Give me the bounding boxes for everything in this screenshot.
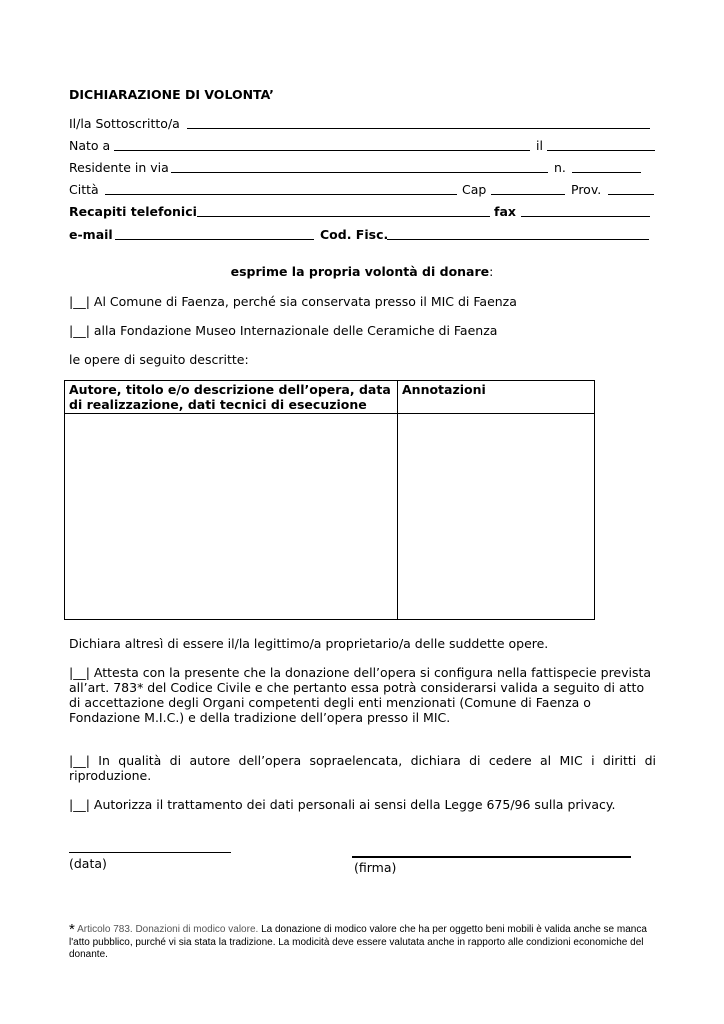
citta-row xyxy=(69,182,655,198)
footnote-article: Articolo 783. Donazioni di modico valore. xyxy=(77,924,259,935)
email-field[interactable] xyxy=(115,239,314,240)
intent-text: esprime la propria volontà di donare xyxy=(230,264,490,279)
sottoscritto-row xyxy=(69,116,655,132)
date-line[interactable] xyxy=(69,852,231,853)
privacy-clause[interactable]: |__| Autorizza il trattamento dei dati personali ai sensi della Legge 675/96 sulla privacy. xyxy=(69,797,616,812)
email-label: e-mail xyxy=(69,227,113,242)
works-intro: le opere di seguito descritte: xyxy=(69,352,249,367)
date-label: (data) xyxy=(69,856,107,871)
cap-field[interactable] xyxy=(491,194,565,195)
attest-clause[interactable]: |__| Attesta con la presente che la donazione dell’opera si configura nella fattispecie prevista all’art. 783* del Codice Civile e che pertanto essa potrà considerarsi valida a seguito di atto di accettazione degli Organi competenti degli enti menzionati (Comune di Faenza o Fondazione M.I.C.) e della tradizione dell’opera presso il MIC. xyxy=(69,665,652,725)
luogo-nascita-field[interactable] xyxy=(114,150,530,151)
il-label: il xyxy=(536,138,543,153)
works-description-cell[interactable] xyxy=(65,414,398,620)
recapiti-row xyxy=(69,204,655,220)
citta-label: Città xyxy=(69,182,99,197)
footnote-text: La donazione di modico valore che ha per oggetto beni mobili è valida anche se manca l'atto pubblico, purché vi sia stata la tradizione. La modicità deve essere valutata anche in rapporto alle condizioni economiche del donante. xyxy=(69,924,647,960)
signature-line[interactable] xyxy=(352,856,631,858)
nato-row xyxy=(69,138,655,154)
document-title: DICHIARAZIONE DI VOLONTA’ xyxy=(69,87,274,102)
works-notes-cell[interactable] xyxy=(398,414,595,620)
residente-label: Residente in via xyxy=(69,160,169,175)
prov-label: Prov. xyxy=(571,182,602,197)
nato-label: Nato a xyxy=(69,138,111,153)
ownership-declaration: Dichiara altresì di essere il/la legittimo/a proprietario/a delle suddette opere. xyxy=(69,636,549,651)
residente-row xyxy=(69,160,655,176)
sottoscritto-label: Il/la Sottoscritto/a xyxy=(69,116,180,131)
via-field[interactable] xyxy=(171,172,548,173)
works-header-description: Autore, titolo e/o descrizione dell’opera, data di realizzazione, dati tecnici di esecuzione xyxy=(65,381,398,414)
data-nascita-field[interactable] xyxy=(547,150,655,151)
cap-label: Cap xyxy=(462,182,487,197)
fax-field[interactable] xyxy=(521,216,650,217)
footnote xyxy=(69,921,659,962)
citta-field[interactable] xyxy=(105,194,457,195)
numero-label: n. xyxy=(554,160,566,175)
works-table xyxy=(64,380,595,620)
footnote-star: * xyxy=(69,921,75,938)
author-rights-clause[interactable]: |__| In qualità di autore dell’opera sopraelencata, dichiara di cedere al MIC i diritti di riproduzione. xyxy=(69,753,656,783)
sottoscritto-field[interactable] xyxy=(187,128,650,129)
signature-label: (firma) xyxy=(354,860,397,875)
prov-field[interactable] xyxy=(608,194,654,195)
option-fondazione[interactable]: |__| alla Fondazione Museo Internazionale delle Ceramiche di Faenza xyxy=(69,323,498,338)
fax-label: fax xyxy=(494,204,516,219)
email-row xyxy=(69,227,655,243)
intent-line xyxy=(0,264,724,279)
works-header-notes: Annotazioni xyxy=(398,381,595,414)
recapiti-label: Recapiti telefonici xyxy=(69,204,197,219)
numero-field[interactable] xyxy=(572,172,641,173)
telefono-field[interactable] xyxy=(197,216,490,217)
codfisc-field[interactable] xyxy=(387,239,649,240)
option-comune[interactable]: |__| Al Comune di Faenza, perché sia conservata presso il MIC di Faenza xyxy=(69,294,517,309)
intent-colon: : xyxy=(489,264,494,279)
codfisc-label: Cod. Fisc. xyxy=(320,227,389,242)
